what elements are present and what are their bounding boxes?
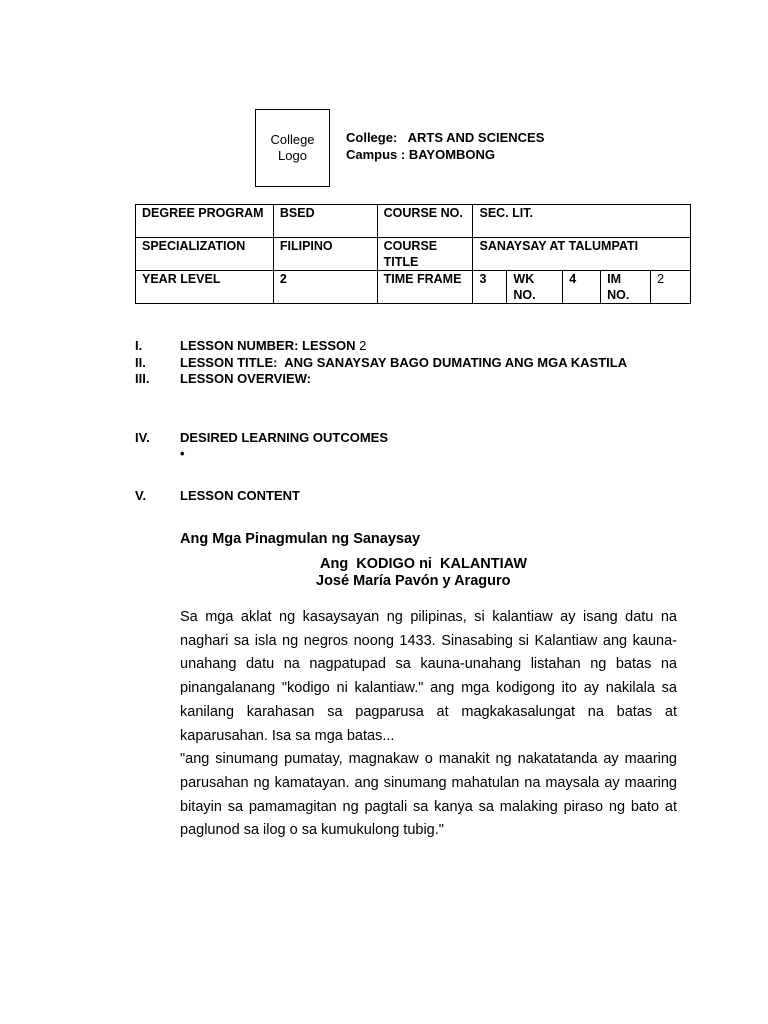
- essay-title: Ang KODIGO ni KALANTIAW: [320, 556, 528, 572]
- course-info-table: [135, 204, 691, 304]
- outline-numeral: IV.: [135, 430, 150, 445]
- paragraph: Sa mga aklat ng kasaysayan ng pilipinas, si kalantiaw ay isang datu na naghari sa isla ng negros noong 1433. Sinasabing si Kalantiaw ang kauna-unahang datu na nagpatupad sa kauna-unahang listahan ng batas na pinangalanang "kodigo ni kalantiaw." ang mga kodigong ito ay nakilala sa kanilang karahasan sa pagparusa at magkakasalungat na batas at kaparusahan. Isa sa mga batas...: [180, 609, 677, 744]
- essay-author: José María Pavón y Araguro: [316, 573, 511, 589]
- wk-no-value: 4: [563, 271, 601, 304]
- degree-program-value: BSED: [273, 205, 377, 238]
- logo-text-line1: College: [270, 132, 315, 147]
- wk-no-label: WK NO.: [507, 271, 563, 304]
- specialization-label: SPECIALIZATION: [136, 238, 274, 271]
- outline-numeral: II.: [135, 355, 146, 370]
- table-row: [136, 238, 691, 271]
- essay-body: [180, 606, 677, 843]
- college-name: College: ARTS AND SCIENCES: [346, 130, 545, 145]
- course-title-value: SANAYSAY AT TALUMPATI: [473, 238, 691, 271]
- bullet-point: •: [180, 446, 185, 461]
- lesson-content-label: LESSON CONTENT: [180, 488, 300, 503]
- lesson-number-label: LESSON NUMBER: LESSON: [180, 338, 360, 353]
- outline-numeral: I.: [135, 338, 143, 353]
- essay-title-block: [316, 556, 527, 590]
- lesson-overview-label: LESSON OVERVIEW:: [180, 371, 311, 386]
- quoted-paragraph: "ang sinumang pumatay, magnakaw o manakit ng nakatatanda ay maaring parusahan ng kamatayan. ang sinumang mahatulan na maysala ay maaring bitayin sa pamamagitan ng pagtali sa kanya sa malaking piraso ng bato at paglunod sa ilog o sa kumukulong tubig.": [180, 751, 677, 839]
- section-heading: Ang Mga Pinagmulan ng Sanaysay: [180, 531, 421, 547]
- degree-program-label: DEGREE PROGRAM: [136, 205, 274, 238]
- outline-numeral: V.: [135, 488, 147, 503]
- specialization-value: FILIPINO: [273, 238, 377, 271]
- time-frame-value: 3: [473, 271, 507, 304]
- logo-text-line2: Logo: [278, 148, 307, 163]
- time-frame-label: TIME FRAME: [377, 271, 473, 304]
- learning-outcomes-label: DESIRED LEARNING OUTCOMES: [180, 430, 389, 445]
- course-no-label: COURSE NO.: [377, 205, 473, 238]
- year-level-value: 2: [273, 271, 377, 304]
- campus-name: Campus : BAYOMBONG: [346, 147, 496, 162]
- table-row: [136, 205, 691, 238]
- college-logo-placeholder: [255, 109, 330, 187]
- year-level-label: YEAR LEVEL: [136, 271, 274, 304]
- course-title-label: COURSE TITLE: [377, 238, 473, 271]
- lesson-number-value: 2: [359, 338, 367, 353]
- college-info: [346, 129, 544, 163]
- outline-numeral: III.: [135, 371, 150, 386]
- table-row: [136, 271, 691, 304]
- im-no-label: IM NO.: [601, 271, 651, 304]
- lesson-title: LESSON TITLE: ANG SANAYSAY BAGO DUMATING ANG MGA KASTILA: [180, 355, 628, 370]
- course-no-value: SEC. LIT.: [473, 205, 691, 238]
- im-no-value: 2: [651, 271, 691, 304]
